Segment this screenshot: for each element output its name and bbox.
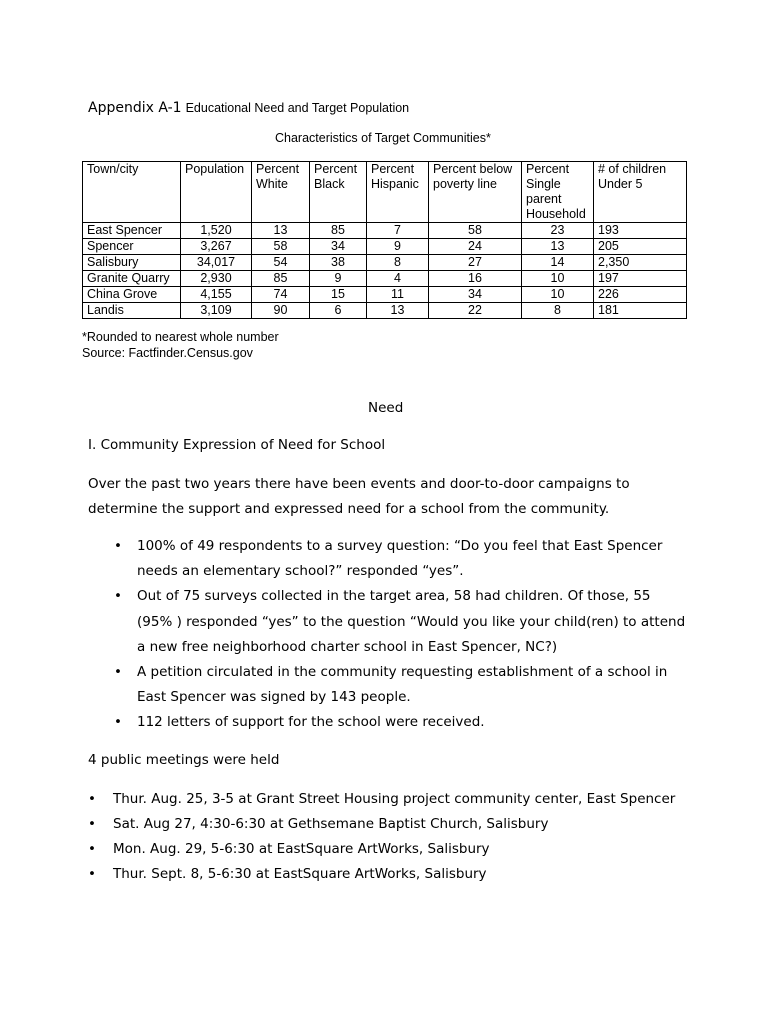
column-header: Percent Single parent Household [522,162,594,223]
intro-line-2: determine the support and expressed need for a school from the community. [88,501,610,517]
bullet-icon: • [114,714,122,731]
column-header: Percent below poverty line [429,162,522,223]
intro-line-1: Over the past two years there have been events and door-to-door campaigns to [88,476,630,492]
column-header: Percent White [252,162,310,223]
value-cell: 10 [522,287,594,303]
bullet-icon: • [88,841,96,857]
section-heading: I. Community Expression of Need for School [88,437,386,453]
value-cell: 27 [429,255,522,271]
value-cell: 38 [310,255,367,271]
bullet-text-line: a new free neighborhood charter school in East Spencer, NC?) [137,638,558,655]
bullet-icon: • [88,791,96,807]
appendix-label: Appendix A-1 [88,100,182,116]
value-cell: 34 [310,239,367,255]
value-cell: 34 [429,287,522,303]
table-row [83,271,687,287]
value-cell: 13 [522,239,594,255]
meetings-heading: 4 public meetings were held [88,752,280,768]
value-cell: 14 [522,255,594,271]
bullet-icon: • [88,866,96,882]
value-cell: 2,930 [181,271,252,287]
bullet-text-line: East Spencer was signed by 143 people. [137,689,411,706]
table-title: Characteristics of Target Communities* [275,131,491,145]
town-cell: China Grove [83,287,181,303]
demographics-table [82,161,687,319]
meeting-item: Sat. Aug 27, 4:30-6:30 at Gethsemane Baptist Church, Salisbury [113,816,549,832]
value-cell: 15 [310,287,367,303]
value-cell: 197 [594,271,687,287]
table-footnote: *Rounded to nearest whole number [82,330,279,344]
value-cell: 3,109 [181,303,252,319]
value-cell: 9 [367,239,429,255]
value-cell: 34,017 [181,255,252,271]
bullet-text-line: A petition circulated in the community requesting establishment of a school in [137,664,668,680]
value-cell: 10 [522,271,594,287]
value-cell: 4,155 [181,287,252,303]
value-cell: 8 [522,303,594,319]
town-cell: Salisbury [83,255,181,271]
bullet-text-line: 112 letters of support for the school were received. [137,714,485,731]
meeting-item: Thur. Sept. 8, 5-6:30 at EastSquare ArtWorks, Salisbury [113,866,487,882]
column-header: Population [181,162,252,223]
bullet-text-line: 100% of 49 respondents to a survey question: “Do you feel that East Spencer [137,538,663,554]
town-cell: Granite Quarry [83,271,181,287]
meeting-item: Mon. Aug. 29, 5-6:30 at EastSquare ArtWorks, Salisbury [113,841,490,857]
value-cell: 6 [310,303,367,319]
appendix-title [88,99,409,117]
value-cell: 2,350 [594,255,687,271]
bullet-icon: • [88,816,96,832]
town-cell: Spencer [83,239,181,255]
value-cell: 9 [310,271,367,287]
town-cell: East Spencer [83,223,181,239]
town-cell: Landis [83,303,181,319]
value-cell: 85 [310,223,367,239]
value-cell: 54 [252,255,310,271]
column-header: Percent Black [310,162,367,223]
value-cell: 13 [252,223,310,239]
value-cell: 85 [252,271,310,287]
value-cell: 24 [429,239,522,255]
table-source: Source: Factfinder.Census.gov [82,346,253,360]
value-cell: 193 [594,223,687,239]
value-cell: 205 [594,239,687,255]
bullet-icon: • [114,664,122,680]
value-cell: 23 [522,223,594,239]
bullet-text-line: Out of 75 surveys collected in the target area, 58 had children. Of those, 55 [137,588,651,605]
table-row [83,239,687,255]
value-cell: 181 [594,303,687,319]
column-header: Percent Hispanic [367,162,429,223]
value-cell: 22 [429,303,522,319]
value-cell: 11 [367,287,429,303]
column-header: # of children Under 5 [594,162,687,223]
appendix-subtitle: Educational Need and Target Population [185,101,410,115]
value-cell: 8 [367,255,429,271]
table-row [83,223,687,239]
bullet-text-line: needs an elementary school?” responded “yes”. [137,563,464,580]
value-cell: 58 [252,239,310,255]
need-heading: Need [368,400,404,416]
bullet-icon: • [114,588,122,605]
value-cell: 1,520 [181,223,252,239]
value-cell: 3,267 [181,239,252,255]
bullet-text-line: (95% ) responded “yes” to the question “Would you like your child(ren) to attend [137,613,686,630]
meeting-item: Thur. Aug. 25, 3-5 at Grant Street Housing project community center, East Spencer [113,791,676,807]
table-row [83,287,687,303]
table-row [83,303,687,319]
value-cell: 16 [429,271,522,287]
table-row [83,255,687,271]
value-cell: 13 [367,303,429,319]
bullet-icon: • [114,538,122,554]
value-cell: 58 [429,223,522,239]
value-cell: 7 [367,223,429,239]
value-cell: 226 [594,287,687,303]
value-cell: 90 [252,303,310,319]
column-header: Town/city [83,162,181,223]
value-cell: 4 [367,271,429,287]
value-cell: 74 [252,287,310,303]
